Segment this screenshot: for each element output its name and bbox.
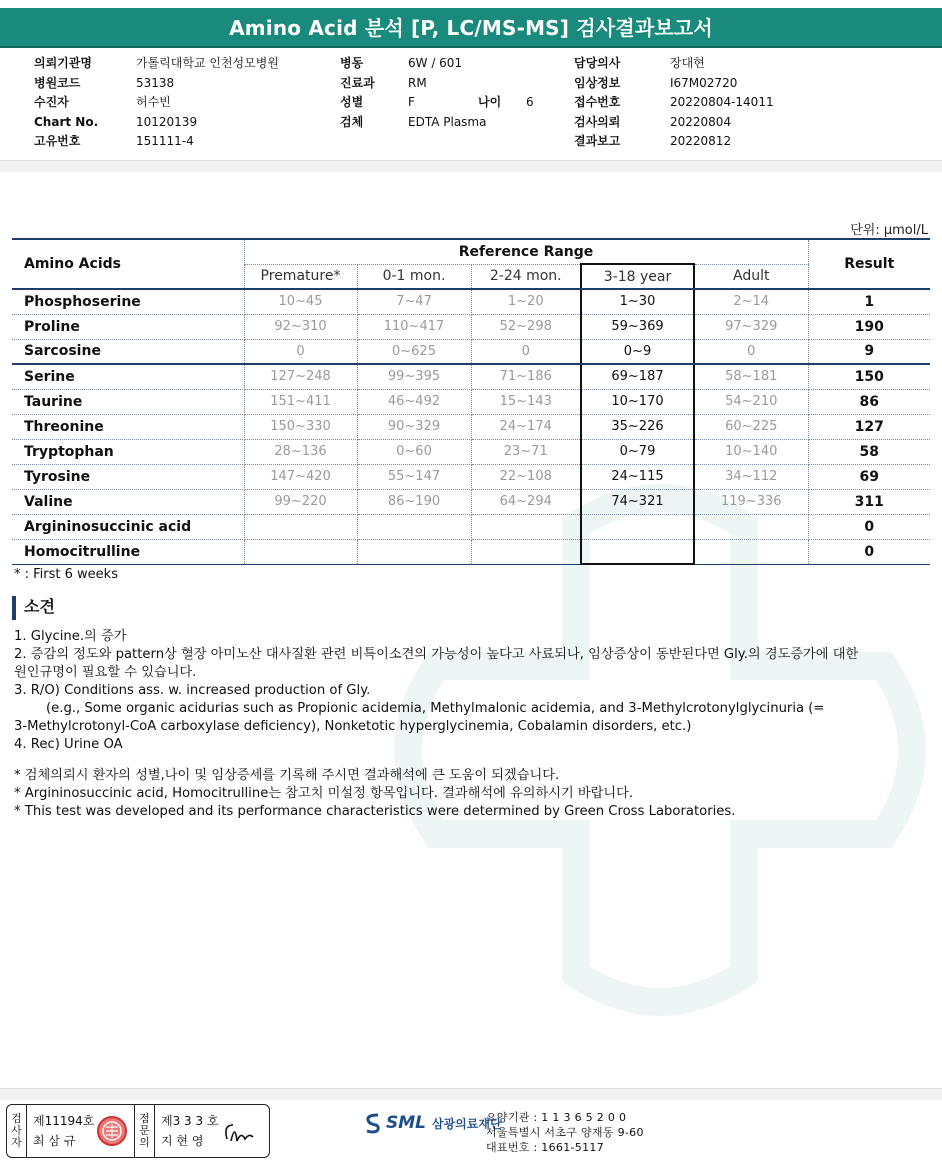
sml-logo bbox=[366, 1112, 502, 1134]
table-row bbox=[12, 389, 930, 414]
reference-m224 bbox=[471, 539, 581, 564]
result-value: 311 bbox=[808, 489, 930, 514]
organization-info bbox=[486, 1110, 644, 1155]
info-label: 의뢰기관명 bbox=[34, 56, 92, 71]
info-value: 허수빈 bbox=[136, 95, 171, 110]
info-value: 20220804-14011 bbox=[670, 95, 774, 110]
vert-char: 검 bbox=[11, 1112, 22, 1125]
info-row bbox=[340, 74, 560, 94]
vert-char: 점 bbox=[139, 1112, 150, 1125]
section-divider bbox=[0, 160, 942, 172]
info-value: 20220812 bbox=[670, 134, 732, 149]
reference-y318: 0~79 bbox=[581, 439, 694, 464]
info-label: 수진자 bbox=[34, 95, 69, 110]
info-row bbox=[340, 93, 560, 113]
opinion-line: 3-Methylcrotonyl-CoA carboxylase deficiency), Nonketotic hyperglycinemia, Cobalamin disorders, etc.) bbox=[14, 719, 692, 734]
reference-m01: 99~395 bbox=[357, 364, 471, 389]
info-column-3 bbox=[574, 54, 874, 154]
note-line: * 검체의뢰시 환자의 성별,나이 및 임상증세를 기록해 주시면 결과해석에 큰 도움이 되겠습니다. bbox=[14, 768, 560, 783]
reference-premature: 99~220 bbox=[244, 489, 357, 514]
result-value: 127 bbox=[808, 414, 930, 439]
amino-acid-name: Homocitrulline bbox=[12, 539, 244, 564]
opinion-line: 원인규명이 필요할 수 있습니다. bbox=[14, 665, 197, 680]
reference-adult: 60~225 bbox=[694, 414, 808, 439]
amino-acid-table bbox=[12, 238, 930, 565]
info-row bbox=[574, 113, 874, 133]
footer-divider bbox=[0, 1088, 942, 1100]
amino-acid-name: Threonine bbox=[12, 414, 244, 439]
reference-m224: 22~108 bbox=[471, 464, 581, 489]
reference-adult: 2~14 bbox=[694, 289, 808, 314]
info-value: 151111-4 bbox=[136, 134, 194, 149]
info-value: 가톨릭대학교 인천성모병원 bbox=[136, 56, 279, 71]
reference-m01: 0~60 bbox=[357, 439, 471, 464]
info-label: 결과보고 bbox=[574, 134, 621, 149]
reference-premature bbox=[244, 514, 357, 539]
reference-m224: 71~186 bbox=[471, 364, 581, 389]
info-value: RM bbox=[408, 75, 427, 90]
table-row bbox=[12, 514, 930, 539]
reference-m224: 1~20 bbox=[471, 289, 581, 314]
info-row bbox=[340, 113, 560, 133]
amino-acid-name: Tryptophan bbox=[12, 439, 244, 464]
reference-adult: 0 bbox=[694, 339, 808, 364]
result-value: 190 bbox=[808, 314, 930, 339]
reference-y318: 35~226 bbox=[581, 414, 694, 439]
header-adult: Adult bbox=[694, 264, 808, 289]
result-value: 1 bbox=[808, 289, 930, 314]
info-label: 검체 bbox=[340, 114, 364, 129]
examiner-name: 최 삼 규 bbox=[33, 1134, 76, 1148]
note-line: * Argininosuccinic acid, Homocitrulline는 참고치 미설정 항목입니다. 결과해석에 유의하시기 바랍니다. bbox=[14, 786, 634, 801]
opinion-line: (e.g., Some organic acidurias such as Propionic acidemia, Methylmalonic acidemia, and 3-Methylcrotonylglycinuria (= bbox=[46, 701, 825, 716]
vert-char: 의 bbox=[139, 1136, 150, 1149]
reference-adult: 119~336 bbox=[694, 489, 808, 514]
logo-text: SML bbox=[386, 1113, 426, 1133]
info-value: 장대현 bbox=[670, 56, 705, 71]
reference-m224: 52~298 bbox=[471, 314, 581, 339]
reference-m01: 110~417 bbox=[357, 314, 471, 339]
info-row bbox=[34, 93, 334, 113]
info-column-2 bbox=[340, 54, 560, 154]
amino-acid-name: Proline bbox=[12, 314, 244, 339]
reference-adult: 97~329 bbox=[694, 314, 808, 339]
info-value: 53138 bbox=[136, 75, 175, 90]
unit-label: 단위: μmol/L bbox=[850, 223, 928, 238]
org-line: 대표번호 : 1661-5117 bbox=[486, 1141, 604, 1154]
reference-y318: 24~115 bbox=[581, 464, 694, 489]
info-value: F bbox=[408, 95, 415, 110]
result-value: 86 bbox=[808, 389, 930, 414]
opinion-line: 3. R/O) Conditions ass. w. increased production of Gly. bbox=[14, 683, 371, 698]
signature-icon bbox=[221, 1119, 257, 1147]
premature-footnote: * : First 6 weeks bbox=[14, 567, 118, 582]
reference-m01: 90~329 bbox=[357, 414, 471, 439]
reference-premature: 10~45 bbox=[244, 289, 357, 314]
info-row bbox=[574, 132, 874, 152]
table-row bbox=[12, 489, 930, 514]
header-0-1-mon: 0-1 mon. bbox=[357, 264, 471, 289]
doctor-name: 지 현 영 bbox=[161, 1134, 204, 1148]
vert-char: 문 bbox=[139, 1124, 150, 1137]
table-row bbox=[12, 339, 930, 364]
reference-m224: 0 bbox=[471, 339, 581, 364]
info-value: 6W / 601 bbox=[408, 56, 463, 71]
reference-adult: 34~112 bbox=[694, 464, 808, 489]
reference-premature: 147~420 bbox=[244, 464, 357, 489]
info-value: EDTA Plasma bbox=[408, 114, 487, 129]
info-row bbox=[574, 54, 874, 74]
table-row bbox=[12, 364, 930, 389]
reference-m01 bbox=[357, 514, 471, 539]
info-row bbox=[34, 74, 334, 94]
seal-stamp-icon bbox=[96, 1115, 128, 1147]
reference-adult: 58~181 bbox=[694, 364, 808, 389]
doctor-vertical-label bbox=[135, 1105, 155, 1157]
reference-y318: 59~369 bbox=[581, 314, 694, 339]
info-value: 10120139 bbox=[136, 114, 198, 129]
header-result: Result bbox=[808, 239, 930, 289]
doctor-number: 제3 3 3 호 bbox=[161, 1114, 219, 1128]
opinion-line: 4. Rec) Urine OA bbox=[14, 737, 123, 752]
reference-y318: 0~9 bbox=[581, 339, 694, 364]
result-value: 0 bbox=[808, 539, 930, 564]
reference-m224: 23~71 bbox=[471, 439, 581, 464]
reference-y318: 1~30 bbox=[581, 289, 694, 314]
reference-premature: 92~310 bbox=[244, 314, 357, 339]
reference-m01 bbox=[357, 539, 471, 564]
table-row bbox=[12, 414, 930, 439]
table-row bbox=[12, 314, 930, 339]
org-line: 요양기관 : 1 1 3 6 5 2 0 0 bbox=[486, 1111, 627, 1124]
info-label: 접수번호 bbox=[574, 95, 621, 110]
reference-m01: 46~492 bbox=[357, 389, 471, 414]
opinion-text bbox=[14, 628, 924, 754]
result-value: 0 bbox=[808, 514, 930, 539]
reference-y318 bbox=[581, 539, 694, 564]
reference-premature: 150~330 bbox=[244, 414, 357, 439]
vert-char: 사 bbox=[11, 1124, 22, 1137]
result-value: 9 bbox=[808, 339, 930, 364]
table-row bbox=[12, 439, 930, 464]
report-title: Amino Acid 분석 [P, LC/MS-MS] 검사결과보고서 bbox=[0, 8, 942, 48]
logo-korean: 삼광의료재단 bbox=[432, 1116, 502, 1131]
reference-premature: 0 bbox=[244, 339, 357, 364]
info-row bbox=[340, 54, 560, 74]
info-label: Chart No. bbox=[34, 114, 99, 129]
amino-acid-name: Argininosuccinic acid bbox=[12, 514, 244, 539]
info-label: 진료과 bbox=[340, 75, 375, 90]
reference-y318: 69~187 bbox=[581, 364, 694, 389]
info-label: 병원코드 bbox=[34, 75, 81, 90]
reference-m01: 0~625 bbox=[357, 339, 471, 364]
header-3-18-year: 3-18 year bbox=[581, 264, 694, 289]
info-row bbox=[574, 93, 874, 113]
age-value: 6 bbox=[526, 95, 534, 110]
reference-premature: 127~248 bbox=[244, 364, 357, 389]
info-value: 20220804 bbox=[670, 114, 732, 129]
amino-acid-name: Phosphoserine bbox=[12, 289, 244, 314]
result-value: 58 bbox=[808, 439, 930, 464]
examiner-vertical-label bbox=[7, 1105, 27, 1157]
org-line: 서울특별시 서초구 양재동 9-60 bbox=[486, 1126, 644, 1139]
opinion-title: 소견 bbox=[12, 596, 55, 620]
header-reference-range: Reference Range bbox=[244, 239, 808, 264]
opinion-line: 2. 증감의 정도와 pattern상 혈장 아미노산 대사질환 관련 비특이소견의 가능성이 높다고 사료되나, 임상증상이 동반된다면 Gly.의 경도증가에 대한 bbox=[14, 647, 859, 662]
amino-acid-name: Taurine bbox=[12, 389, 244, 414]
examiner-section bbox=[27, 1105, 135, 1157]
table-row bbox=[12, 539, 930, 564]
notes bbox=[14, 767, 924, 821]
signature-box bbox=[6, 1104, 270, 1158]
age-label: 나이 bbox=[478, 95, 502, 110]
reference-m01: 7~47 bbox=[357, 289, 471, 314]
reference-m224: 64~294 bbox=[471, 489, 581, 514]
reference-adult bbox=[694, 514, 808, 539]
reference-m01: 55~147 bbox=[357, 464, 471, 489]
vert-char: 자 bbox=[11, 1136, 22, 1149]
amino-acid-name: Serine bbox=[12, 364, 244, 389]
amino-acid-name: Valine bbox=[12, 489, 244, 514]
reference-premature bbox=[244, 539, 357, 564]
reference-adult: 54~210 bbox=[694, 389, 808, 414]
info-row bbox=[34, 132, 334, 152]
info-label: 고유번호 bbox=[34, 134, 81, 149]
note-line: * This test was developed and its performance characteristics were determined by Green Cross Laboratories. bbox=[14, 804, 736, 819]
logo-mark-icon bbox=[366, 1112, 380, 1134]
reference-adult: 10~140 bbox=[694, 439, 808, 464]
info-label: 병동 bbox=[340, 56, 364, 71]
reference-m224: 24~174 bbox=[471, 414, 581, 439]
reference-m224 bbox=[471, 514, 581, 539]
header-amino-acids: Amino Acids bbox=[12, 239, 244, 289]
result-value: 69 bbox=[808, 464, 930, 489]
reference-adult bbox=[694, 539, 808, 564]
reference-y318 bbox=[581, 514, 694, 539]
info-row bbox=[574, 74, 874, 94]
header-2-24-mon: 2-24 mon. bbox=[471, 264, 581, 289]
info-label: 성별 bbox=[340, 95, 364, 110]
header-premature: Premature* bbox=[244, 264, 357, 289]
info-row bbox=[34, 113, 334, 133]
amino-acid-name: Sarcosine bbox=[12, 339, 244, 364]
reference-y318: 10~170 bbox=[581, 389, 694, 414]
examiner-number: 제11194호 bbox=[33, 1114, 95, 1128]
info-label: 임상정보 bbox=[574, 75, 621, 90]
info-value: I67M02720 bbox=[670, 75, 738, 90]
info-label: 검사의뢰 bbox=[574, 114, 621, 129]
reference-m224: 15~143 bbox=[471, 389, 581, 414]
info-label: 담당의사 bbox=[574, 56, 621, 71]
table-row bbox=[12, 289, 930, 314]
info-row bbox=[34, 54, 334, 74]
opinion-line: 1. Glycine.의 증가 bbox=[14, 629, 127, 644]
amino-acid-name: Tyrosine bbox=[12, 464, 244, 489]
reference-premature: 28~136 bbox=[244, 439, 357, 464]
reference-m01: 86~190 bbox=[357, 489, 471, 514]
reference-premature: 151~411 bbox=[244, 389, 357, 414]
table-row bbox=[12, 464, 930, 489]
result-value: 150 bbox=[808, 364, 930, 389]
info-column-1 bbox=[34, 54, 334, 154]
reference-y318: 74~321 bbox=[581, 489, 694, 514]
doctor-section bbox=[155, 1105, 265, 1157]
